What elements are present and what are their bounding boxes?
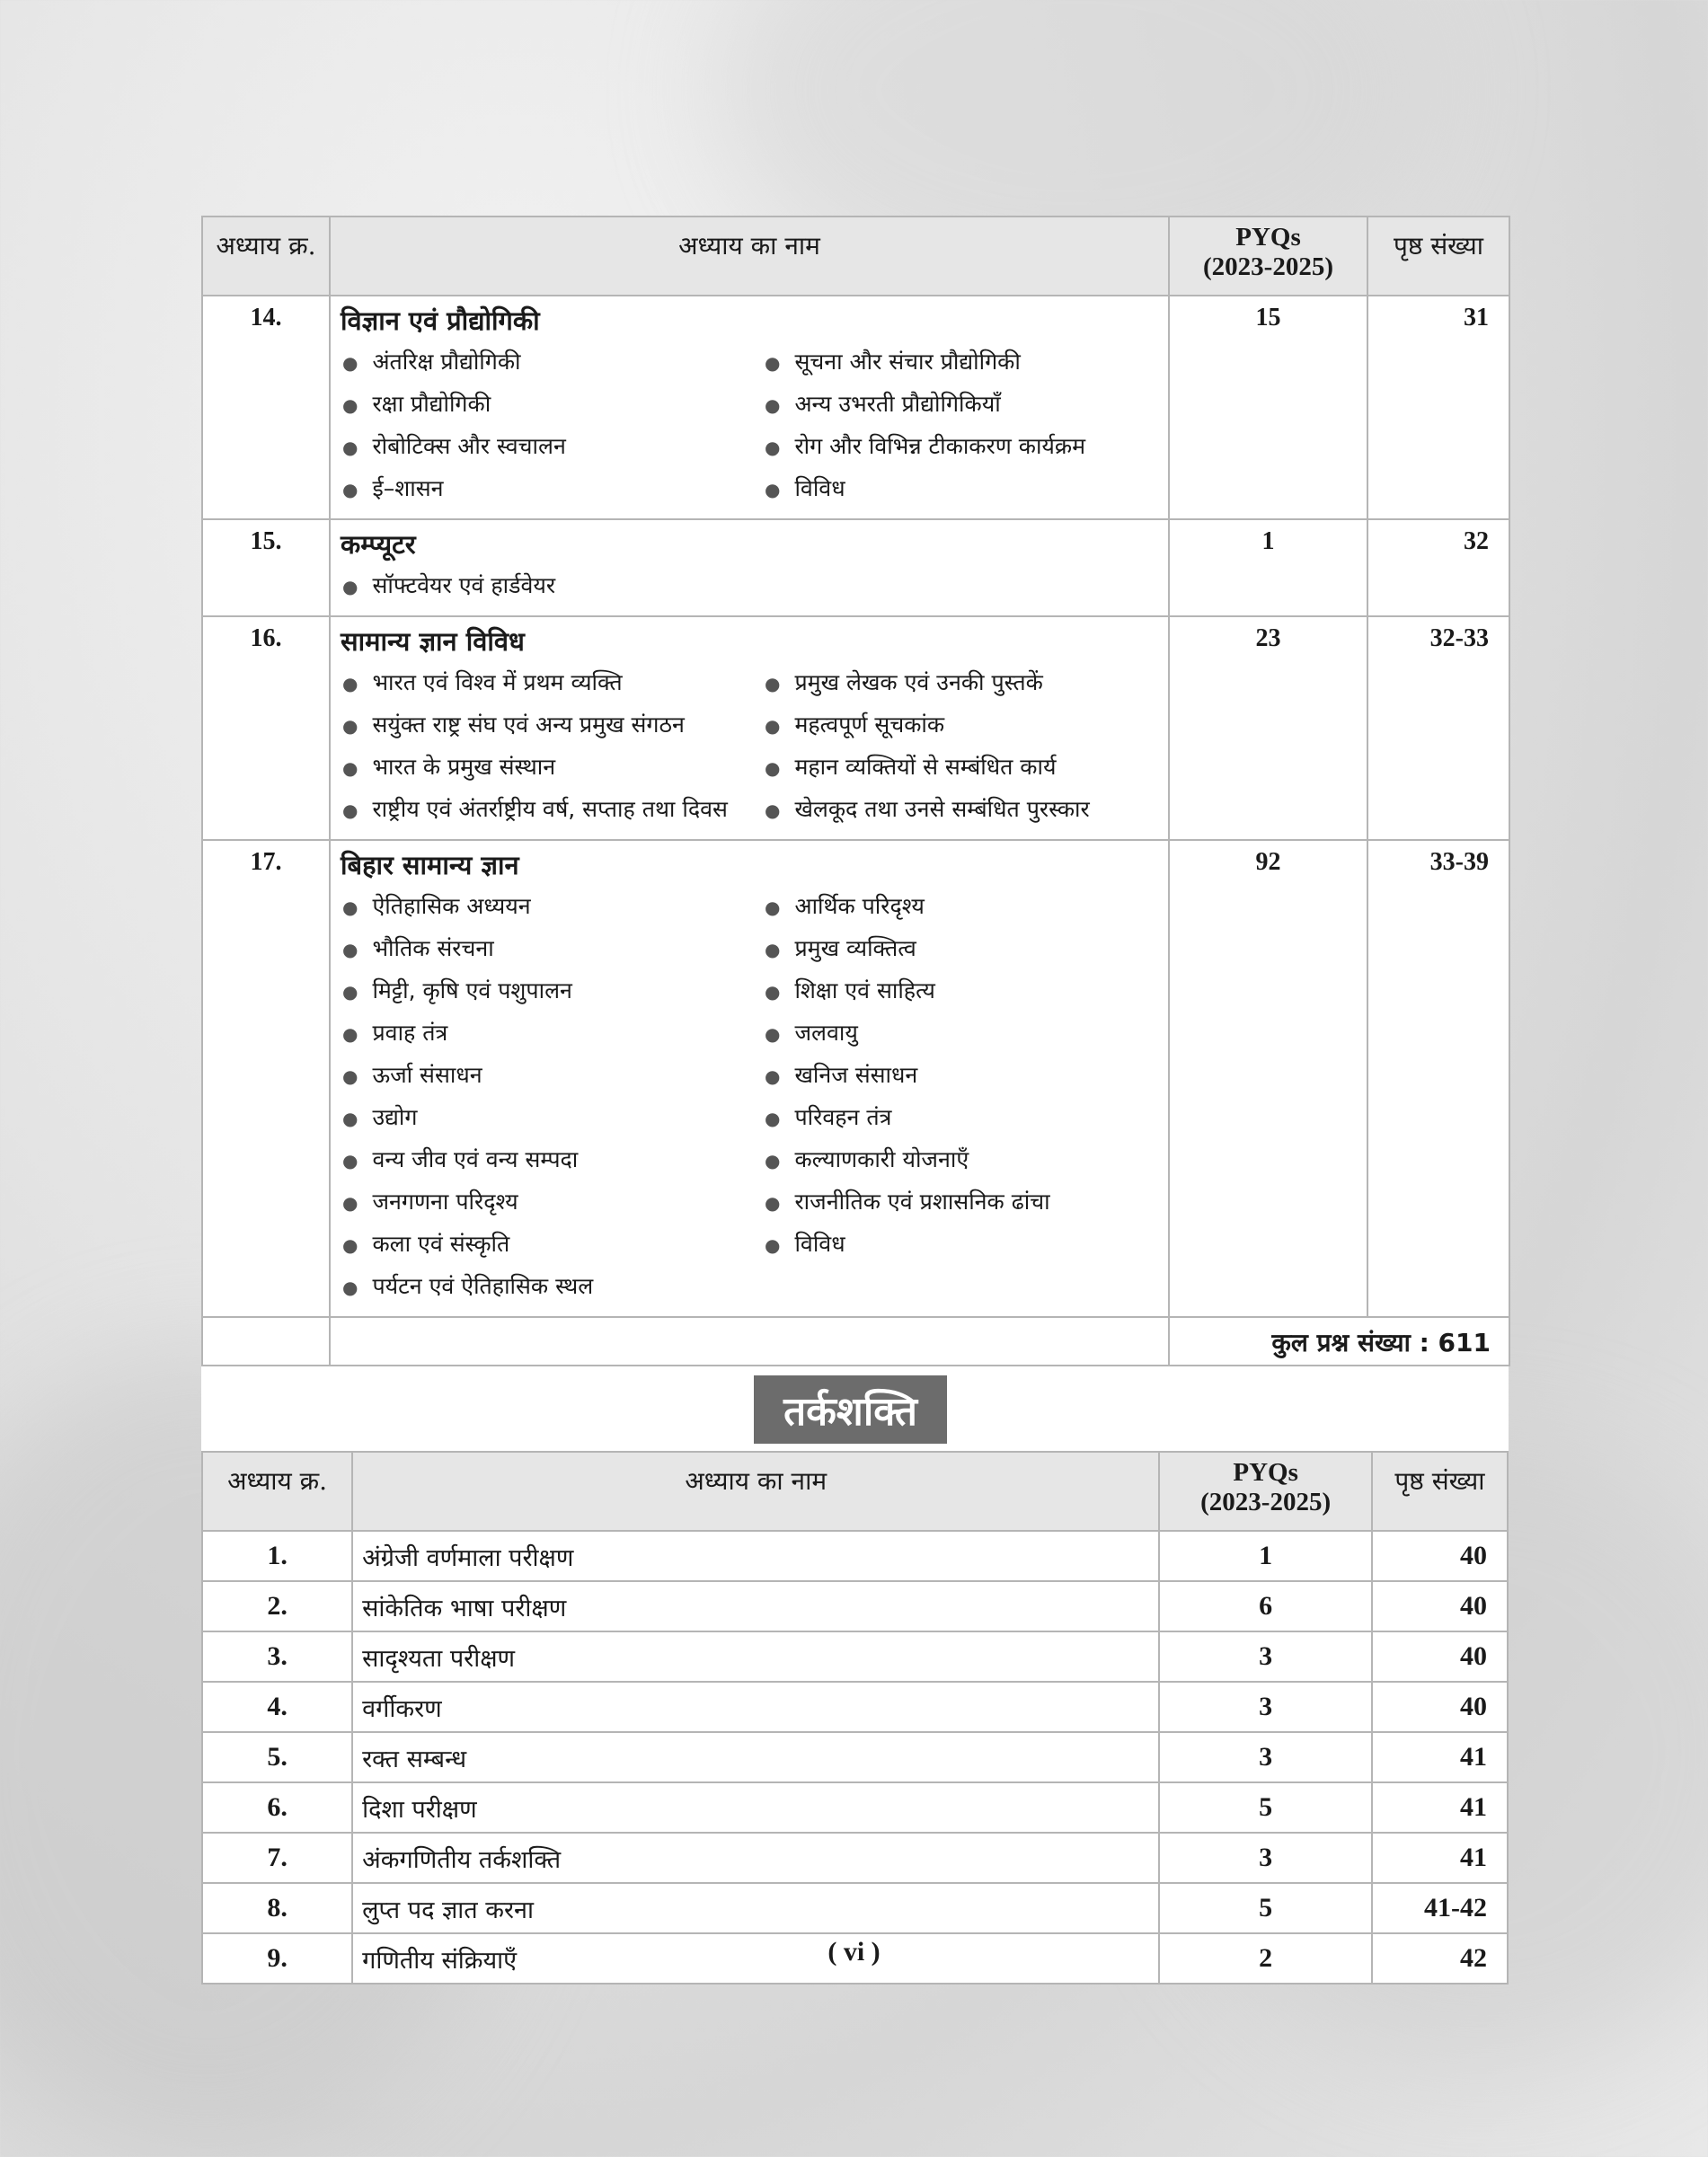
bullet-icon: ●	[342, 352, 358, 374]
topic-list	[342, 662, 1167, 838]
topic-item	[342, 789, 765, 831]
chapter-no: 6.	[202, 1782, 352, 1833]
bullet-icon: ●	[765, 1150, 781, 1171]
content-sheet	[201, 216, 1509, 1985]
topic-label: राष्ट्रीय एवं अंतर्राष्ट्रीय वर्ष, सप्ताह तथा दिवस	[372, 796, 728, 822]
page-range: 32	[1367, 519, 1509, 616]
chapter-no: 15.	[202, 519, 330, 616]
page-range: 32-33	[1367, 616, 1509, 840]
topic-item	[765, 928, 1167, 970]
topic-item	[342, 1181, 765, 1224]
topic-label: प्रमुख लेखक एवं उनकी पुस्तकें	[794, 669, 1043, 695]
pyqs-count: 2	[1159, 1933, 1372, 1984]
bullet-icon: ●	[342, 1192, 358, 1214]
topic-list	[342, 341, 1167, 517]
topic-item	[765, 789, 1167, 831]
bullet-icon: ●	[765, 981, 781, 1003]
chapter-name-cell	[330, 616, 1169, 840]
topic-label: जनगणना परिदृश्य	[372, 1189, 518, 1215]
topic-item	[342, 970, 765, 1012]
topic-label: विविध	[794, 1231, 845, 1257]
topic-label: पर्यटन एवं ऐतिहासिक स्थल	[372, 1273, 594, 1299]
table-row	[202, 519, 1509, 616]
bullet-icon: ●	[342, 394, 358, 416]
page-range: 40	[1372, 1682, 1508, 1732]
topic-label: महत्वपूर्ण सूचकांक	[794, 712, 945, 738]
pyqs-count: 92	[1169, 840, 1367, 1317]
topic-list	[342, 565, 1167, 614]
chapter-no: 9.	[202, 1933, 352, 1984]
header-chapter-no: अध्याय क्र.	[202, 1452, 352, 1531]
chapter-no: 3.	[202, 1631, 352, 1682]
header-pyqs-years: (2023-2025)	[1203, 252, 1333, 281]
page-range: 41-42	[1372, 1883, 1508, 1933]
topic-label: ऊर्जा संसाधन	[372, 1062, 482, 1088]
chapter-no: 1.	[202, 1531, 352, 1581]
pyqs-count: 3	[1159, 1732, 1372, 1782]
chapter-no: 16.	[202, 616, 330, 840]
bullet-icon: ●	[342, 479, 358, 500]
bullet-icon: ●	[765, 757, 781, 779]
pyqs-count: 5	[1159, 1782, 1372, 1833]
topic-item	[765, 747, 1167, 789]
page-range: 41	[1372, 1732, 1508, 1782]
bullet-icon: ●	[765, 437, 781, 458]
page-range: 41	[1372, 1782, 1508, 1833]
chapter-name: अंग्रेजी वर्णमाला परीक्षण	[352, 1531, 1159, 1581]
bullet-icon: ●	[765, 352, 781, 374]
topic-item	[765, 1055, 1167, 1097]
topic-label: शिक्षा एवं साहित्य	[794, 977, 935, 1003]
table-row	[202, 1883, 1508, 1933]
header-pyqs	[1169, 217, 1367, 296]
topic-label: ई–शासन	[372, 475, 444, 501]
total-empty-cell-1	[202, 1317, 330, 1366]
chapter-name: लुप्त पद ज्ञात करना	[352, 1883, 1159, 1933]
header-pyqs-label: PYQs	[1235, 223, 1301, 252]
topic-item	[342, 704, 765, 747]
topic-item	[342, 341, 765, 384]
bullet-icon: ●	[342, 1234, 358, 1256]
bullet-icon: ●	[765, 1108, 781, 1129]
pyqs-count: 23	[1169, 616, 1367, 840]
chapter-title: विज्ञान एवं प्रौद्योगिकी	[341, 305, 540, 336]
section-title-reasoning: तर्कशक्ति	[754, 1375, 947, 1444]
table-row	[202, 1581, 1508, 1631]
page-range: 40	[1372, 1531, 1508, 1581]
topic-item	[765, 468, 1167, 510]
topic-item	[342, 1139, 765, 1181]
topic-label: अंतरिक्ष प्रौद्योगिकी	[372, 349, 521, 375]
topic-label: जलवायु	[794, 1020, 858, 1046]
topic-item	[765, 426, 1167, 468]
topic-item	[765, 704, 1167, 747]
total-questions: कुल प्रश्न संख्या : 611	[1169, 1317, 1509, 1366]
topic-item	[765, 341, 1167, 384]
topic-label: राजनीतिक एवं प्रशासनिक ढांचा	[794, 1189, 1050, 1215]
topic-label: वन्य जीव एवं वन्य सम्पदा	[372, 1146, 579, 1172]
pyqs-count: 5	[1159, 1883, 1372, 1933]
table-row	[202, 1732, 1508, 1782]
topic-label: ऐतिहासिक अध्ययन	[372, 893, 531, 919]
topic-item	[342, 384, 765, 426]
header-page-no: पृष्ठ संख्या	[1367, 217, 1509, 296]
table-header-row	[202, 1452, 1508, 1531]
bullet-icon: ●	[342, 757, 358, 779]
topic-item	[342, 886, 765, 928]
topic-item	[765, 970, 1167, 1012]
topic-label: सॉफ्टवेयर एवं हार्डवेयर	[372, 572, 556, 598]
bullet-icon: ●	[765, 1192, 781, 1214]
header-page-no: पृष्ठ संख्या	[1372, 1452, 1508, 1531]
topic-item	[342, 1012, 765, 1055]
topic-label: विविध	[794, 475, 845, 501]
topic-item	[342, 426, 765, 468]
topic-label: कल्याणकारी योजनाएँ	[794, 1146, 969, 1172]
header-pyqs-years: (2023-2025)	[1200, 1488, 1332, 1516]
bullet-icon: ●	[342, 800, 358, 821]
table-row	[202, 1531, 1508, 1581]
page-range: 33-39	[1367, 840, 1509, 1317]
chapter-name: सादृश्यता परीक्षण	[352, 1631, 1159, 1682]
topic-label: प्रवाह तंत्र	[372, 1020, 448, 1046]
topic-item	[342, 662, 765, 704]
chapter-no: 4.	[202, 1682, 352, 1732]
page-range: 41	[1372, 1833, 1508, 1883]
bullet-icon: ●	[342, 576, 358, 597]
page-range: 42	[1372, 1933, 1508, 1984]
topic-label: उद्योग	[372, 1104, 418, 1130]
header-chapter-name: अध्याय का नाम	[352, 1452, 1159, 1531]
topic-item	[342, 928, 765, 970]
topic-item	[342, 565, 765, 607]
pyqs-count: 1	[1169, 519, 1367, 616]
topic-label: रोग और विभिन्न टीकाकरण कार्यक्रम	[794, 433, 1086, 459]
chapter-no: 2.	[202, 1581, 352, 1631]
chapter-title: कम्प्यूटर	[341, 529, 416, 560]
topic-item	[765, 1224, 1167, 1266]
chapter-name: अंकगणितीय तर्कशक्ति	[352, 1833, 1159, 1883]
pyqs-count: 3	[1159, 1833, 1372, 1883]
table-row	[202, 840, 1509, 1317]
chapter-no: 17.	[202, 840, 330, 1317]
chapter-no: 8.	[202, 1883, 352, 1933]
chapter-name-cell	[330, 519, 1169, 616]
pyqs-count: 6	[1159, 1581, 1372, 1631]
chapter-no: 14.	[202, 296, 330, 519]
table-row	[202, 1631, 1508, 1682]
topic-item	[342, 468, 765, 510]
table-header-row	[202, 217, 1509, 296]
bullet-icon: ●	[765, 939, 781, 960]
page-range: 40	[1372, 1631, 1508, 1682]
bullet-icon: ●	[765, 715, 781, 737]
topic-label: प्रमुख व्यक्तित्व	[794, 935, 916, 961]
chapter-name-cell	[330, 840, 1169, 1317]
bullet-icon: ●	[342, 1108, 358, 1129]
topic-item	[342, 1224, 765, 1266]
bullet-icon: ●	[342, 1065, 358, 1087]
topic-label: भारत एवं विश्व में प्रथम व्यक्ति	[372, 669, 623, 695]
topic-label: मिट्टी, कृषि एवं पशुपालन	[372, 977, 572, 1003]
topic-label: परिवहन तंत्र	[794, 1104, 892, 1130]
topic-item	[765, 384, 1167, 426]
table-row	[202, 1833, 1508, 1883]
topic-label: महान व्यक्तियों से सम्बंधित कार्य	[794, 754, 1057, 780]
table-row	[202, 296, 1509, 519]
topic-label: सूचना और संचार प्रौद्योगिकी	[794, 349, 1021, 375]
bullet-icon: ●	[765, 1023, 781, 1045]
chapter-table-gk	[201, 216, 1510, 1366]
table-row	[202, 1782, 1508, 1833]
header-pyqs-label: PYQs	[1233, 1458, 1298, 1487]
topic-label: खनिज संसाधन	[794, 1062, 918, 1088]
topic-item	[765, 1139, 1167, 1181]
header-chapter-no: अध्याय क्र.	[202, 217, 330, 296]
total-empty-cell-2	[330, 1317, 1169, 1366]
topic-item	[765, 1181, 1167, 1224]
bullet-icon: ●	[765, 479, 781, 500]
total-row	[202, 1317, 1509, 1366]
header-pyqs	[1159, 1452, 1372, 1531]
topic-item	[342, 1055, 765, 1097]
pyqs-count: 15	[1169, 296, 1367, 519]
chapter-name: रक्त सम्बन्ध	[352, 1732, 1159, 1782]
topic-item	[765, 1012, 1167, 1055]
topic-label: कला एवं संस्कृति	[372, 1231, 510, 1257]
topic-list	[342, 886, 1167, 1315]
bullet-icon: ●	[342, 715, 358, 737]
topic-label: अन्य उभरती प्रौद्योगिकियाँ	[794, 391, 1001, 417]
bullet-icon: ●	[765, 673, 781, 694]
topic-item	[765, 1097, 1167, 1139]
topic-item	[342, 747, 765, 789]
bullet-icon: ●	[765, 394, 781, 416]
topic-item	[342, 1266, 765, 1308]
chapter-name: दिशा परीक्षण	[352, 1782, 1159, 1833]
chapter-name: गणितीय संक्रियाएँ	[352, 1933, 1159, 1984]
bullet-icon: ●	[765, 800, 781, 821]
chapter-no: 7.	[202, 1833, 352, 1883]
table-row	[202, 616, 1509, 840]
bullet-icon: ●	[342, 1023, 358, 1045]
chapter-name-cell	[330, 296, 1169, 519]
topic-label: भारत के प्रमुख संस्थान	[372, 754, 556, 780]
chapter-table-reasoning	[201, 1451, 1509, 1985]
topic-item	[765, 662, 1167, 704]
bullet-icon: ●	[765, 1065, 781, 1087]
topic-item	[342, 1097, 765, 1139]
bullet-icon: ●	[342, 1150, 358, 1171]
topic-label: रक्षा प्रौद्योगिकी	[372, 391, 491, 417]
topic-label: खेलकूद तथा उनसे सम्बंधित पुरस्कार	[794, 796, 1090, 822]
bullet-icon: ●	[342, 981, 358, 1003]
bullet-icon: ●	[765, 1234, 781, 1256]
bullet-icon: ●	[342, 897, 358, 918]
table-row	[202, 1682, 1508, 1732]
chapter-title: सामान्य ज्ञान विविध	[341, 626, 525, 657]
bullet-icon: ●	[342, 673, 358, 694]
chapter-no: 5.	[202, 1732, 352, 1782]
bullet-icon: ●	[765, 897, 781, 918]
chapter-title: बिहार सामान्य ज्ञान	[341, 850, 519, 880]
topic-label: भौतिक संरचना	[372, 935, 494, 961]
bullet-icon: ●	[342, 437, 358, 458]
pyqs-count: 3	[1159, 1631, 1372, 1682]
header-chapter-name: अध्याय का नाम	[330, 217, 1169, 296]
bullet-icon: ●	[342, 1277, 358, 1298]
page-number: ( vi )	[827, 1937, 881, 1967]
pyqs-count: 1	[1159, 1531, 1372, 1581]
topic-item	[765, 886, 1167, 928]
page-range: 40	[1372, 1581, 1508, 1631]
topic-label: रोबोटिक्स और स्वचालन	[372, 433, 566, 459]
chapter-name: वर्गीकरण	[352, 1682, 1159, 1732]
chapter-name: सांकेतिक भाषा परीक्षण	[352, 1581, 1159, 1631]
topic-label: आर्थिक परिदृश्य	[794, 893, 925, 919]
page-range: 31	[1367, 296, 1509, 519]
pyqs-count: 3	[1159, 1682, 1372, 1732]
topic-label: सयुंक्त राष्ट्र संघ एवं अन्य प्रमुख संगठन	[372, 712, 685, 738]
bullet-icon: ●	[342, 939, 358, 960]
